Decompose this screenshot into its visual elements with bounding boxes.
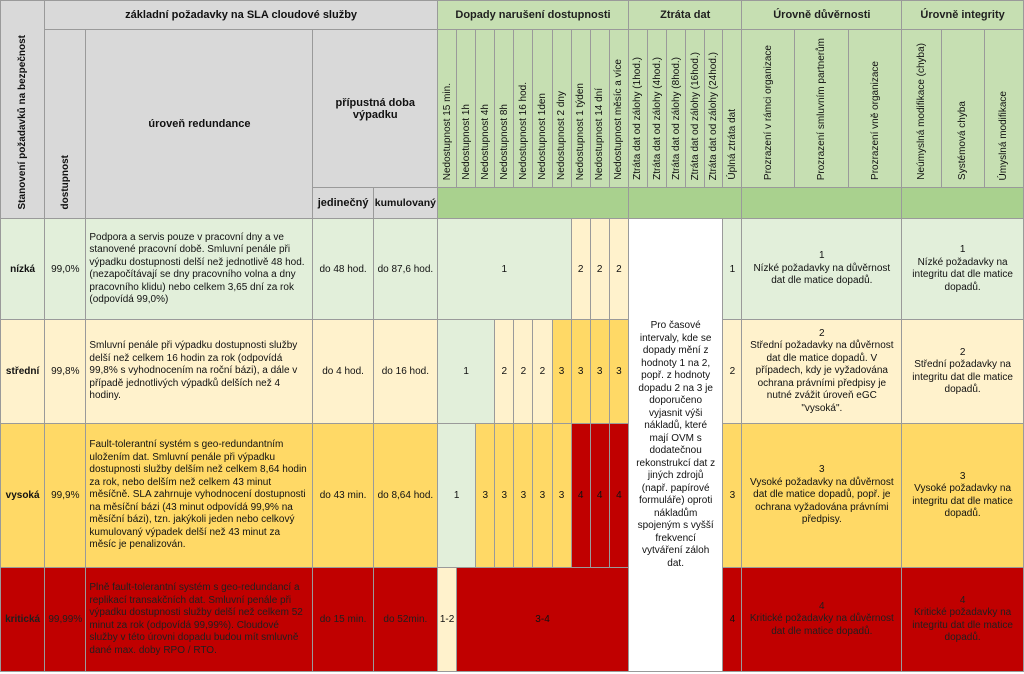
single-downtime: do 43 min. (313, 424, 373, 568)
impact-cell: 1-2 (438, 568, 457, 672)
impact-cell: 2 (609, 219, 628, 320)
impact-col-1: Nedostupnost 1h (457, 30, 476, 188)
impact-col-8: Nedostupnost 14 dní (590, 30, 609, 188)
impact-cell: 3 (609, 320, 628, 424)
impact-cell: 4 (609, 424, 628, 568)
integ-band (902, 188, 1024, 219)
table-row-medium (1, 320, 1024, 424)
confidentiality-text: 4 Kritické požadavky na důvěrnost dat dle matice dopadů. (742, 568, 902, 672)
redundancy-text: Smluvní penále při výpadku dostupnosti služby delší než celkem 16 hodin za rok (odpovídá 99,8% s vyhodnocením na roční bázi), a dále v případě jednotlivých výpadků delších než 4 hodiny. (86, 320, 313, 424)
availability-value: 99,9% (45, 424, 86, 568)
single-downtime: do 4 hod. (313, 320, 373, 424)
loss-col-3: Ztráta dat od zálohy (16hod.) (686, 30, 705, 188)
confidentiality-text: 2 Střední požadavky na důvěrnost dat dle matice dopadů. V případech, kdy je vyžadována ochrana právními předpisy je nutné zvážit úroveň eGC "vysoká". (742, 320, 902, 424)
impact-cell: 1 (438, 424, 476, 568)
impact-col-3: Nedostupnost 8h (495, 30, 514, 188)
impact-col-5: Nedostupnost 1den (533, 30, 552, 188)
integ-col-1: Systémová chyba (942, 30, 984, 188)
cumulative-downtime-header: kumulovaný (373, 188, 437, 219)
loss-col-0: Ztráta dat od zálohy (1hod.) (628, 30, 647, 188)
cumulative-downtime: do 8,64 hod. (373, 424, 437, 568)
loss-col-5: Úplná ztráta dat (723, 30, 742, 188)
redundancy-text: Fault-tolerantní systém s geo-redundantním uložením dat. Smluvní penále při výpadku dostupnosti služby delším než celkem 8,64 hodin za rok, nebo delším než celkem 43 minut měsíčně. SLA zahrnuje vyhodnocení dostupnosti na měsíční bázi (43 minut odpovídá 99,9% na měsíční bázi), tzn. jakýkoli jeden nebo celkový kumulovaný výpadek delší než 43 minut za měsíc je penalizován. (86, 424, 313, 568)
loss-band (628, 188, 742, 219)
integrity-text: 3 Vysoké požadavky na integritu dat dle matice dopadů. (902, 424, 1024, 568)
impact-col-4: Nedostupnost 16 hod. (514, 30, 533, 188)
impact-cell: 3 (476, 424, 495, 568)
level-label: vysoká (1, 424, 45, 568)
impact-cell: 1 (438, 219, 572, 320)
availability-header (45, 30, 86, 219)
impact-cell: 2 (533, 320, 552, 424)
impact-cell: 3 (514, 424, 533, 568)
integ-col-0: Neúmyslná modifikace (chyba) (902, 30, 942, 188)
availability-value: 99,0% (45, 219, 86, 320)
loss-group-header: Ztráta dat (628, 1, 742, 30)
impact-cell: 1 (438, 320, 495, 424)
cumulative-downtime: do 16 hod. (373, 320, 437, 424)
impact-cell: 3 (552, 320, 571, 424)
impact-cell: 2 (571, 219, 590, 320)
impact-cell: 3 (571, 320, 590, 424)
level-label: nízká (1, 219, 45, 320)
conf-group-header: Úrovně důvěrnosti (742, 1, 902, 30)
impact-col-9: Nedostupnost měsíc a více (609, 30, 628, 188)
full-loss-cell: 2 (723, 320, 742, 424)
impact-col-6: Nedostupnost 2 dny (552, 30, 571, 188)
cumulative-downtime: do 87,6 hod. (373, 219, 437, 320)
impact-cell: 3 (495, 424, 514, 568)
impact-cell: 3 (552, 424, 571, 568)
table-row-high (1, 424, 1024, 568)
impact-cell: 2 (590, 219, 609, 320)
impact-cell: 3 (590, 320, 609, 424)
impact-col-2: Nedostupnost 4h (476, 30, 495, 188)
integ-group-header: Úrovně integrity (902, 1, 1024, 30)
loss-col-1: Ztráta dat od zálohy (4hod.) (648, 30, 667, 188)
conf-col-1: Prozrazení smluvním partnerům (794, 30, 848, 188)
conf-band (742, 188, 902, 219)
availability-label: dostupnost (59, 154, 71, 209)
full-loss-cell: 4 (723, 568, 742, 672)
single-downtime-header: jedinečný (313, 188, 373, 219)
single-downtime: do 48 hod. (313, 219, 373, 320)
row-title-label: Stanovení požadavků na bezpečnost (17, 34, 29, 209)
downtime-header: přípustná doba výpadku (313, 30, 438, 188)
cumulative-downtime: do 52min. (373, 568, 437, 672)
conf-col-2: Prozrazení vně organizace (848, 30, 901, 188)
impact-cell: 2 (514, 320, 533, 424)
sla-group-header: základní požadavky na SLA cloudové služby (45, 1, 438, 30)
loss-col-2: Ztráta dat od zálohy (8hod.) (667, 30, 686, 188)
confidentiality-text: 3 Vysoké požadavky na důvěrnost dat dle matice dopadů, popř. je ochrana vyžadována právními předpisy. (742, 424, 902, 568)
table-row-critical (1, 568, 1024, 672)
single-downtime: do 15 min. (313, 568, 373, 672)
integrity-text: 4 Kritické požadavky na integritu dat dle matice dopadů. (902, 568, 1024, 672)
level-label: střední (1, 320, 45, 424)
data-loss-note: Pro časové intervaly, kde se dopady mění z hodnoty 1 na 2, popř. z hodnoty dopadu 2 na 3 je doporučeno vyjasnit výši nákladů, které mají OVM s dodatečnou rekonstrukcí dat z jiných zdrojů (např. papírové formuláře) oproti nákladům spojeným s vyšší frekvencí vytváření záloh dat. (628, 219, 722, 672)
integrity-text: 2 Střední požadavky na integritu dat dle matice dopadů. (902, 320, 1024, 424)
level-label: kritická (1, 568, 45, 672)
availability-value: 99,99% (45, 568, 86, 672)
full-loss-cell: 1 (723, 219, 742, 320)
impact-group-header: Dopady narušení dostupnosti (438, 1, 629, 30)
availability-value: 99,8% (45, 320, 86, 424)
redundancy-text: Podpora a servis pouze v pracovní dny a ve stanovené pracovní době. Smluvní penále při výpadku dostupnosti delší než jednotlivě 48 hod. (nezapočítávají se dny pracovního volna a dny pracovního klidu) nebo celkem 3,65 dní za rok (odpovídá 99,0%) (86, 219, 313, 320)
impact-col-0: Nedostupnost 15 min. (438, 30, 457, 188)
loss-col-4: Ztráta dat od zálohy (24hod.) (705, 30, 723, 188)
redundancy-text: Plně fault-tolerantní systém s geo-redundancí a replikací transakčních dat. Smluvní penále při výpadku dostupnosti služby delší než celkem 52 minut za rok (odpovídá 99,99%). Cloudové služby v této úrovni dopadu budou mít smluvně dané max. doby RPO / RTO. (86, 568, 313, 672)
impact-cell: 3-4 (457, 568, 629, 672)
impact-cell: 3 (533, 424, 552, 568)
impact-cell: 4 (571, 424, 590, 568)
impact-cell: 4 (590, 424, 609, 568)
conf-col-0: Prozrazení v rámci organizace (742, 30, 794, 188)
table-row-low (1, 219, 1024, 320)
impact-col-7: Nedostupnost 1 týden (571, 30, 590, 188)
integ-col-2: Úmyslná modifikace (984, 30, 1023, 188)
impact-cell: 2 (495, 320, 514, 424)
redundancy-header: úroveň redundance (86, 30, 313, 219)
full-loss-cell: 3 (723, 424, 742, 568)
integrity-text: 1 Nízké požadavky na integritu dat dle matice dopadů. (902, 219, 1024, 320)
confidentiality-text: 1 Nízké požadavky na důvěrnost dat dle matice dopadů. (742, 219, 902, 320)
row-title-header (1, 1, 45, 219)
impact-band (438, 188, 629, 219)
